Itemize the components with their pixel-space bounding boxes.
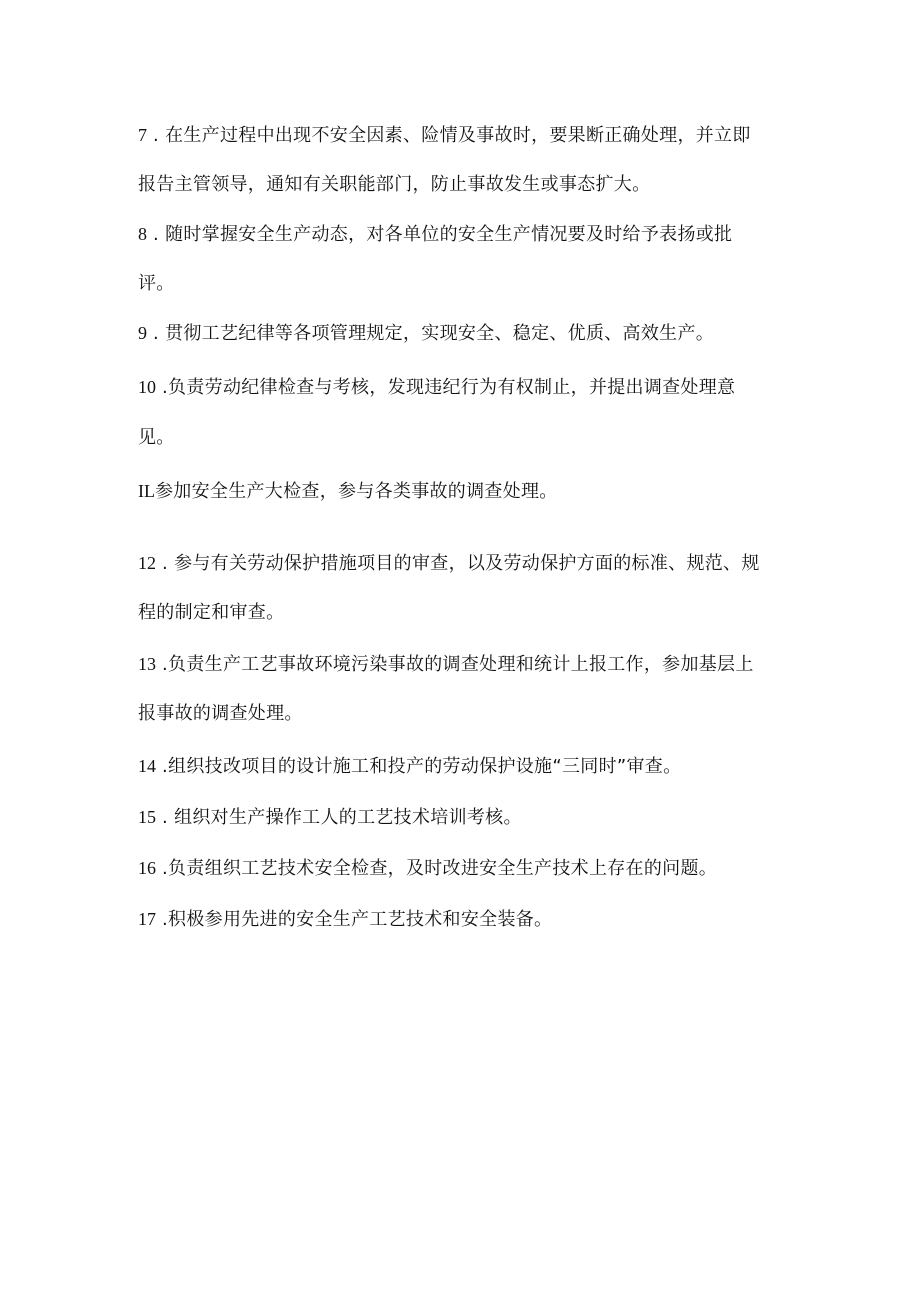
item-14-number: 14 — [138, 756, 156, 776]
item-7-number: 7 — [138, 125, 147, 145]
item-14-line-1 — [138, 754, 788, 779]
item-16-text: .负责组织工艺技术安全检查，及时改进安全生产技术上存在的问题。 — [156, 858, 718, 879]
item-8-line-2: 评。 — [138, 273, 175, 294]
item-11-number: IL — [138, 481, 155, 501]
item-13-line-1 — [138, 652, 788, 677]
item-9-number: 9 — [138, 323, 147, 343]
item-8-text: . 随时掌握安全生产动态，对各单位的安全生产情况要及时给予表扬或批 — [147, 224, 733, 245]
item-10-number: 10 — [138, 377, 156, 397]
item-8-number: 8 — [138, 224, 147, 244]
item-17-number: 17 — [138, 909, 156, 929]
item-9-text: . 贯彻工艺纪律等各项管理规定，实现安全、稳定、优质、高效生产。 — [147, 323, 715, 344]
item-10-line-2: 见。 — [138, 427, 175, 448]
item-13-line-2: 报事故的调查处理。 — [138, 703, 303, 724]
item-7-line-2: 报告主管领导，通知有关职能部门，防止事故发生或事态扩大。 — [138, 174, 651, 195]
item-12-line-2: 程的制定和审查。 — [138, 602, 285, 623]
item-7-text: . 在生产过程中出现不安全因素、险情及事故时，要果断正确处理，并立即 — [147, 125, 751, 146]
item-12-text: . 参与有关劳动保护措施项目的审查，以及劳动保护方面的标准、规范、规 — [156, 553, 760, 574]
item-15-text: . 组织对生产操作工人的工艺技术培训考核。 — [156, 807, 522, 828]
item-11-text: 参加安全生产大检查，参与各类事故的调查处理。 — [155, 481, 558, 502]
item-7-line-1 — [138, 123, 788, 148]
item-13-number: 13 — [138, 654, 156, 674]
item-10-text: .负责劳动纪律检查与考核，发现违纪行为有权制止，并提出调查处理意 — [156, 377, 736, 398]
item-17-line-1 — [138, 907, 788, 932]
item-8-line-1 — [138, 222, 788, 247]
item-15-number: 15 — [138, 807, 156, 827]
item-12-number: 12 — [138, 553, 156, 573]
item-17-text: .积极参用先进的安全生产工艺技术和安全装备。 — [156, 909, 553, 930]
item-16-line-1 — [138, 856, 788, 881]
item-13-text: .负责生产工艺事故环境污染事故的调查处理和统计上报工作，参加基层上 — [156, 654, 754, 675]
item-14-text: .组织技改项目的设计施工和投产的劳动保护设施“三同时”审查。 — [156, 756, 682, 777]
item-12-line-1 — [138, 551, 788, 576]
item-15-line-1 — [138, 805, 788, 830]
item-9-line-1 — [138, 321, 788, 346]
item-10-line-1 — [138, 375, 788, 400]
item-16-number: 16 — [138, 858, 156, 878]
item-11-line-1 — [138, 479, 788, 504]
